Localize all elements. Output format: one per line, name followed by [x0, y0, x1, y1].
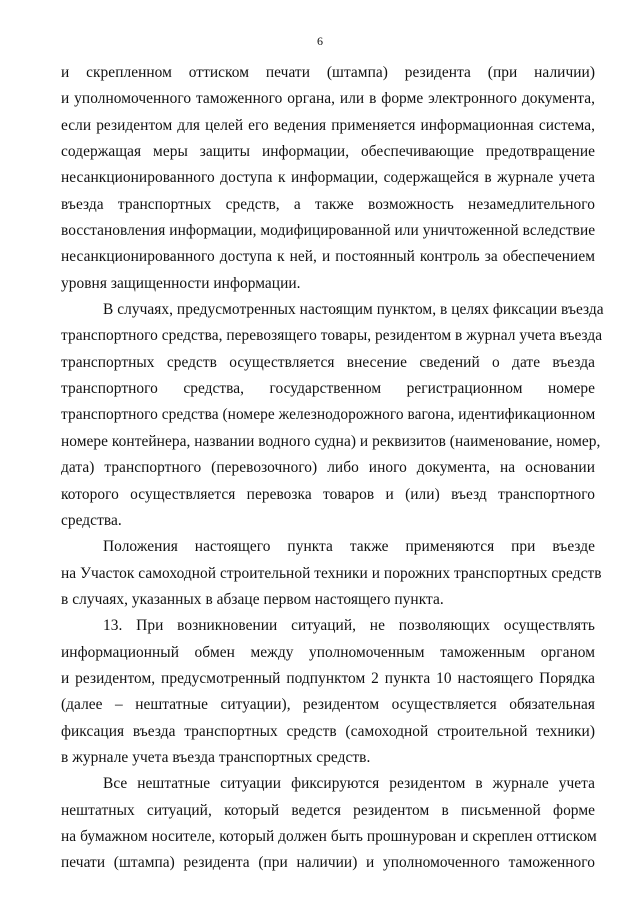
- text-line: в случаях, указанных в абзаце первом настоящего пункта.: [61, 590, 444, 608]
- text-line: Положения настоящего пункта также применяются при въезде: [103, 538, 595, 556]
- text-line: на бумажном носителе, который должен быть прошнурован и скреплен оттиском: [61, 827, 597, 845]
- text-line: содержащая меры защиты информации, обеспечивающие предотвращение: [61, 143, 595, 161]
- text-line: дата) транспортного (перевозочного) либо иного документа, на основании: [61, 459, 595, 477]
- text-line: нештатных ситуаций, который ведется резидентом в письменной форме: [61, 801, 595, 819]
- document-body: [61, 60, 604, 877]
- text-line: транспортного средства, государственном регистрационном номере: [61, 380, 595, 398]
- text-line: несанкционированного доступа к информации, содержащейся в журнале учета: [61, 169, 595, 187]
- text-line: на Участок самоходной строительной техники и порожних транспортных средств: [61, 564, 602, 582]
- text-line: которого осуществляется перевозка товаров и (или) въезд транспортного: [61, 485, 595, 503]
- text-line: несанкционированного доступа к ней, и постоянный контроль за обеспечением: [61, 248, 595, 266]
- text-line: В случаях, предусмотренных настоящим пунктом, в целях фиксации въезда: [103, 301, 604, 319]
- text-line: транспортного средства, перевозящего товары, резидентом в журнал учета въезда: [61, 327, 603, 345]
- text-line: (далее – нештатные ситуации), резидентом осуществляется обязательная: [61, 696, 595, 714]
- text-line: фиксация въезда транспортных средств (самоходной строительной техники): [61, 722, 595, 740]
- text-line: въезда транспортных средств, а также возможность незамедлительного: [61, 195, 595, 213]
- text-line: средства.: [61, 511, 122, 529]
- text-line: печати (штампа) резидента (при наличии) и уполномоченного таможенного: [61, 854, 595, 872]
- text-line: и скрепленном оттиском печати (штампа) резидента (при наличии): [61, 64, 595, 81]
- text-line: информационный обмен между уполномоченным таможенным органом: [61, 643, 595, 661]
- text-line: уровня защищенности информации.: [61, 274, 301, 292]
- text-line: и резидентом, предусмотренный подпунктом 2 пункта 10 настоящего Порядка: [61, 669, 595, 687]
- text-line: и уполномоченного таможенного органа, или в форме электронного документа,: [61, 90, 595, 108]
- text-line: восстановления информации, модифицированной или уничтоженной вследствие: [61, 222, 596, 240]
- text-line: 13. При возникновении ситуаций, не позволяющих осуществлять: [103, 617, 595, 635]
- text-line: транспортных средств осуществляется внесение сведений о дате въезда: [61, 353, 595, 371]
- page-number: 6: [317, 34, 323, 48]
- text-line: номере контейнера, названии водного судна) и реквизитов (наименование, номер,: [61, 432, 601, 450]
- text-line: если резидентом для целей его ведения применяется информационная система,: [61, 116, 595, 134]
- text-line: в журнале учета въезда транспортных средств.: [61, 748, 371, 766]
- text-line: транспортного средства (номере железнодорожного вагона, идентификационном: [61, 406, 596, 424]
- text-line: Все нештатные ситуации фиксируются резидентом в журнале учета: [103, 775, 595, 793]
